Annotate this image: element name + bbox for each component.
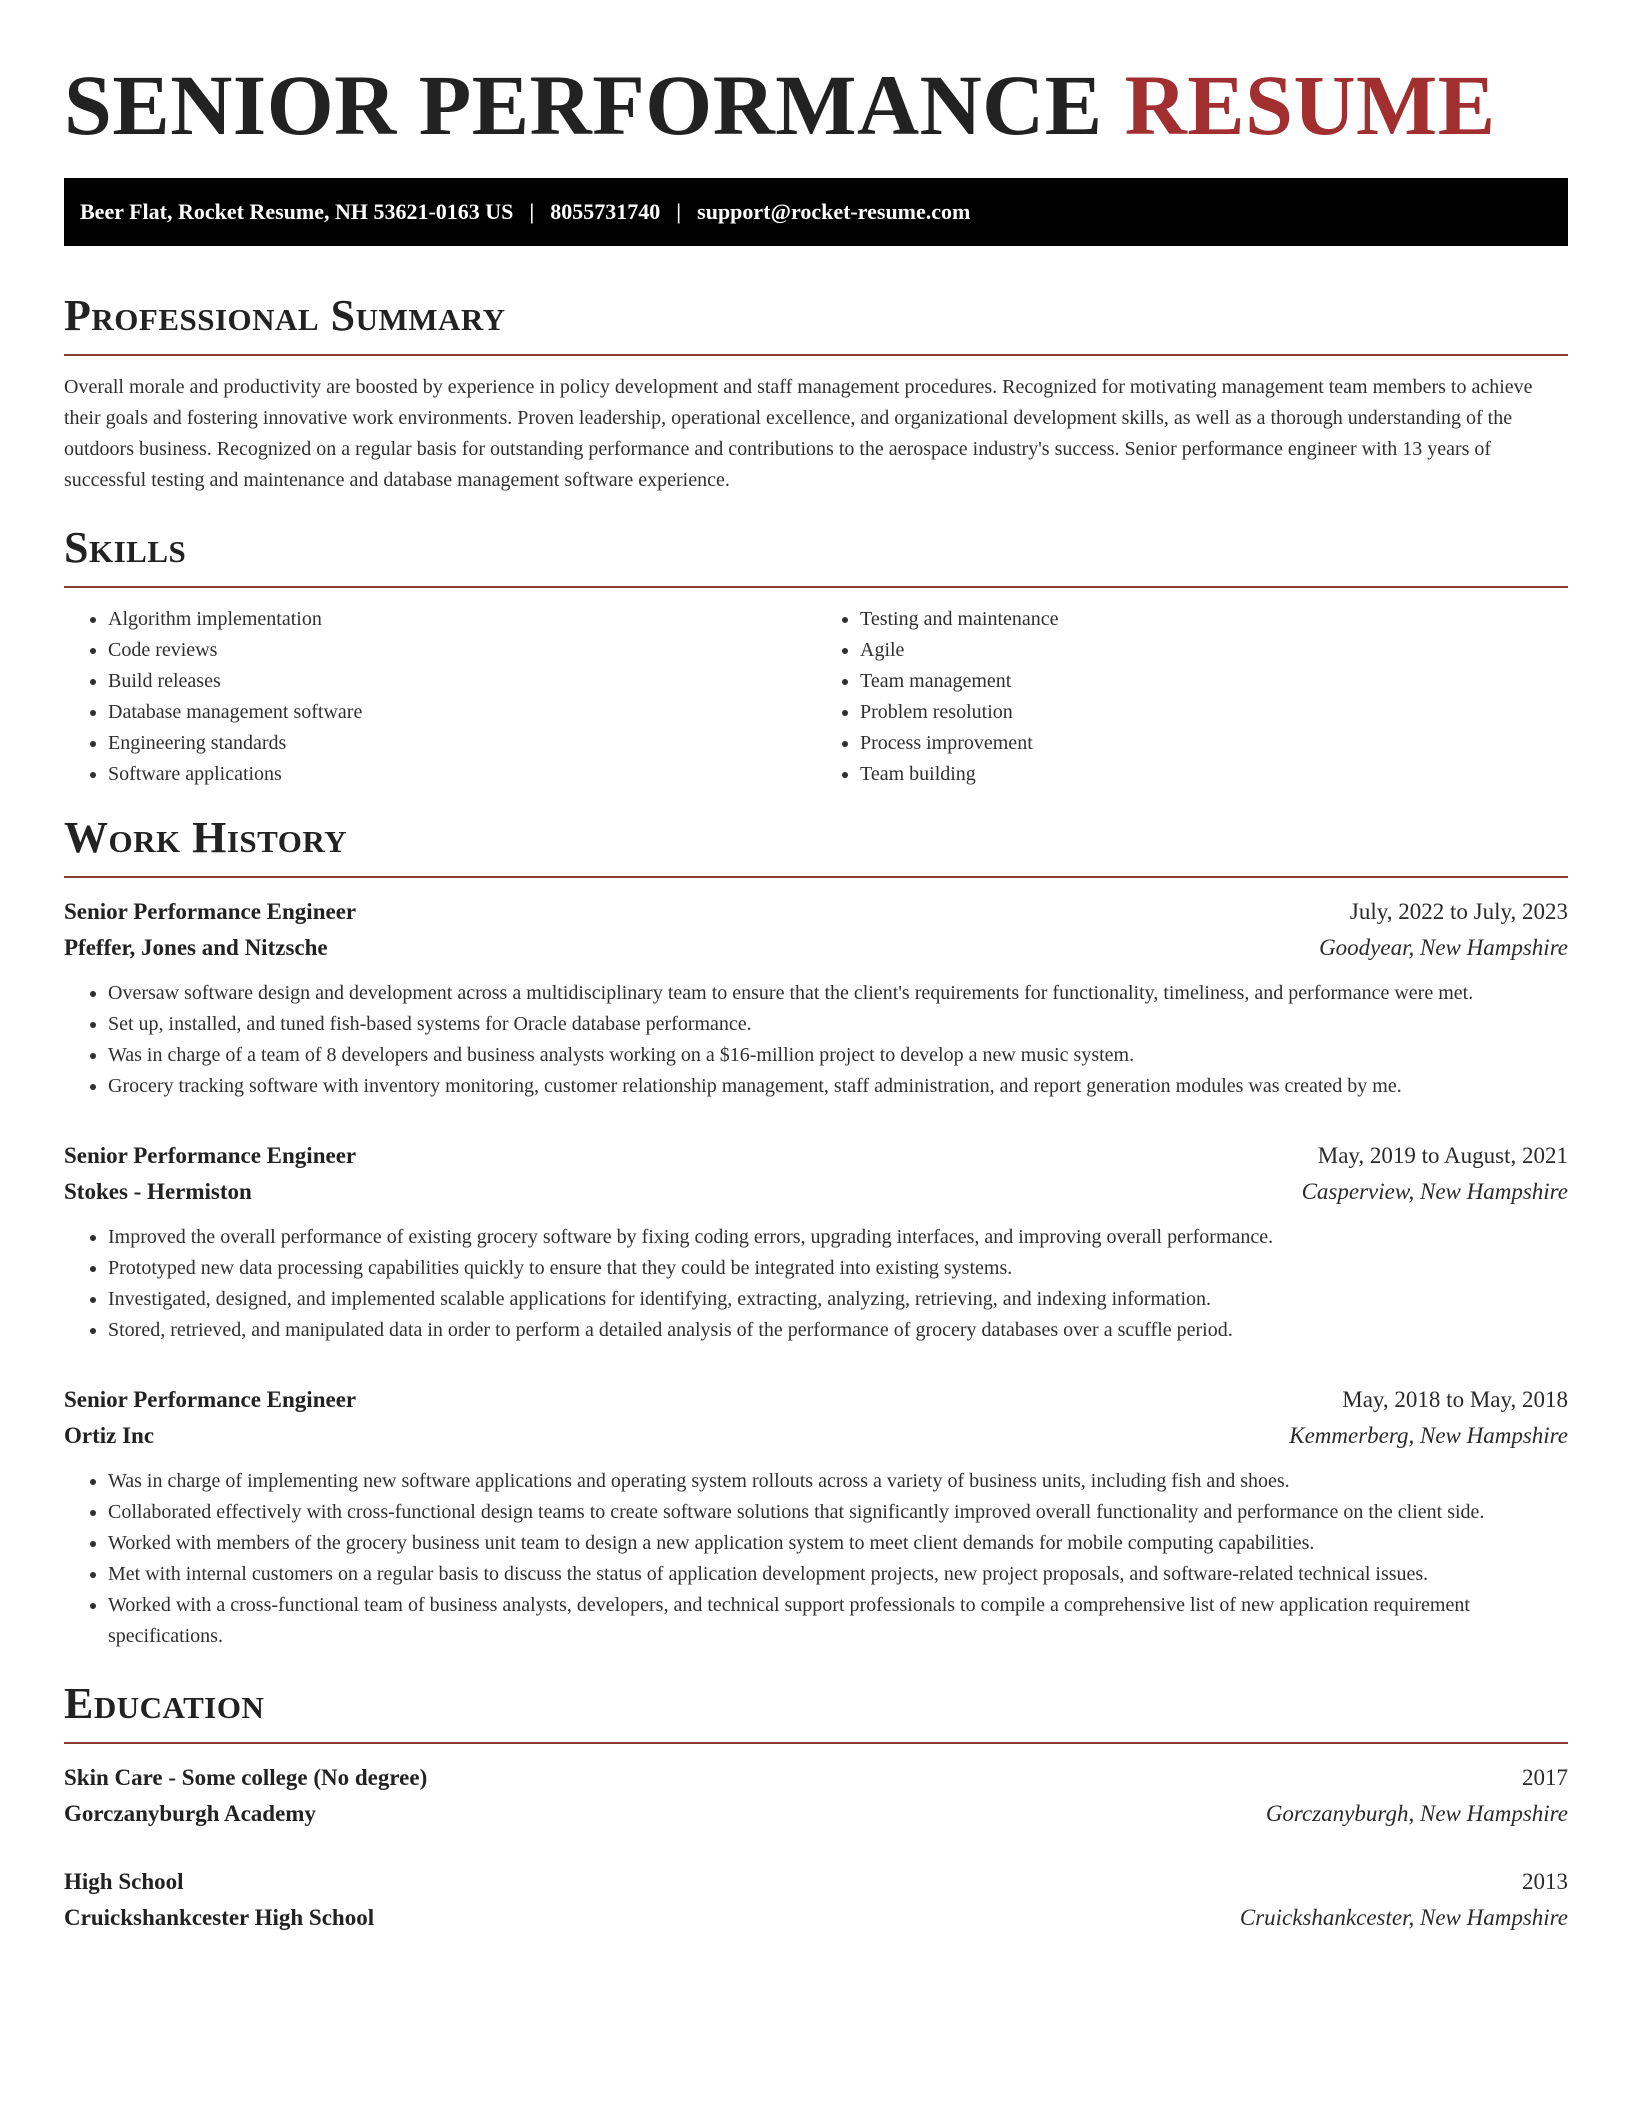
summary-text: Overall morale and productivity are boosted by experience in policy development and staff management procedures. Recognized for motivating management team members to achieve their goals and fostering innovative work environments. Proven leadership, operational excellence, and organizational development skills, as well as a thorough understanding of the outdoors business. Recognized on a regular basis for outstanding performance and contributions to the aerospace industry's success. Senior performance engineer with 13 years of successful testing and maintenance and database management software experience. xyxy=(64,376,1533,491)
job-bullet: • Worked with a cross-functional team of business analysts, developers, and technical support professionals to compile a comprehensive list of new application requirement specifications. xyxy=(108,1590,1568,1652)
job-bullet: • Grocery tracking software with inventory monitoring, customer relationship management, staff administration, and report generation modules was created by me. xyxy=(108,1071,1568,1102)
education-location: Cruickshankcester, New Hampshire xyxy=(1239,1905,1568,1930)
skill-item: • Database management software xyxy=(108,697,816,728)
contact-email: support@rocket-resume.com xyxy=(697,199,971,224)
summary-section xyxy=(64,290,1568,496)
education-degree: Skin Care - Some college (No degree) xyxy=(64,1765,428,1790)
job-company: Pfeffer, Jones and Nitzsche xyxy=(64,935,328,960)
title-accent: RESUME xyxy=(1124,57,1496,153)
skill-item: • Testing and maintenance xyxy=(860,604,1568,635)
skill-item: • Software applications xyxy=(108,759,816,790)
job-company: Stokes - Hermiston xyxy=(64,1179,252,1204)
section-heading-education: Education xyxy=(64,1679,265,1728)
resume-title xyxy=(64,57,1568,153)
skill-item: • Engineering standards xyxy=(108,728,816,759)
job-title: Senior Performance Engineer xyxy=(64,1387,357,1412)
job-bullets xyxy=(64,1222,1568,1346)
job-entry xyxy=(64,1138,1568,1346)
job-bullet: • Met with internal customers on a regular basis to discuss the status of application development projects, new project proposals, and software-related technical issues. xyxy=(108,1559,1568,1590)
job-dates: May, 2019 to August, 2021 xyxy=(1317,1143,1568,1168)
skills-section xyxy=(64,522,1568,790)
job-bullet: • Oversaw software design and development across a multidisciplinary team to ensure that the client's requirements for functionality, timeliness, and performance were met. xyxy=(108,978,1568,1009)
contact-separator: | xyxy=(676,199,682,224)
education-entry xyxy=(64,1760,1568,1832)
job-bullet: • Collaborated effectively with cross-functional design teams to create software solutions that significantly improved overall functionality and performance on the client side. xyxy=(108,1497,1568,1528)
skill-item: • Team building xyxy=(860,759,1568,790)
skills-list-right xyxy=(816,604,1568,790)
job-bullets xyxy=(64,1466,1568,1652)
job-dates: July, 2022 to July, 2023 xyxy=(1349,899,1568,924)
skills-grid xyxy=(64,604,1568,790)
education-section xyxy=(64,1678,1568,1936)
job-company: Ortiz Inc xyxy=(64,1423,155,1448)
job-location: Goodyear, New Hampshire xyxy=(1319,935,1568,960)
education-school: Gorczanyburgh Academy xyxy=(64,1801,316,1826)
contact-bar xyxy=(64,178,1568,246)
section-divider xyxy=(64,586,1568,588)
job-bullet: • Worked with members of the grocery business unit team to design a new application system to meet client demands for mobile computing capabilities. xyxy=(108,1528,1568,1559)
job-bullet: • Stored, retrieved, and manipulated data in order to perform a detailed analysis of the performance of grocery databases over a scuffle period. xyxy=(108,1315,1568,1346)
section-heading-summary: Professional Summary xyxy=(64,291,506,340)
education-school: Cruickshankcester High School xyxy=(64,1905,375,1930)
education-year: 2017 xyxy=(1522,1765,1568,1790)
job-location: Casperview, New Hampshire xyxy=(1301,1179,1568,1204)
job-dates: May, 2018 to May, 2018 xyxy=(1342,1387,1568,1412)
skill-item: • Team management xyxy=(860,666,1568,697)
job-bullet: • Improved the overall performance of existing grocery software by fixing coding errors, upgrading interfaces, and improving overall performance. xyxy=(108,1222,1568,1253)
job-bullet: • Prototyped new data processing capabilities quickly to ensure that they could be integrated into existing systems. xyxy=(108,1253,1568,1284)
skill-item: • Process improvement xyxy=(860,728,1568,759)
job-bullet: • Set up, installed, and tuned fish-based systems for Oracle database performance. xyxy=(108,1009,1568,1040)
education-entry xyxy=(64,1864,1568,1936)
skill-item: • Problem resolution xyxy=(860,697,1568,728)
job-location: Kemmerberg, New Hampshire xyxy=(1289,1423,1568,1448)
job-title: Senior Performance Engineer xyxy=(64,899,357,924)
section-divider xyxy=(64,1742,1568,1744)
skill-item: • Code reviews xyxy=(108,635,816,666)
job-title: Senior Performance Engineer xyxy=(64,1143,357,1168)
skill-item: • Agile xyxy=(860,635,1568,666)
contact-phone: 8055731740 xyxy=(550,199,661,224)
section-heading-work: Work History xyxy=(64,813,348,862)
job-entry xyxy=(64,894,1568,1102)
education-degree: High School xyxy=(64,1869,184,1894)
job-bullet: • Was in charge of a team of 8 developers and business analysts working on a $16-million project to develop a new music system. xyxy=(108,1040,1568,1071)
education-year: 2013 xyxy=(1522,1869,1568,1894)
job-entry xyxy=(64,1382,1568,1652)
skill-item: • Algorithm implementation xyxy=(108,604,816,635)
title-main: SENIOR PERFORMANCE xyxy=(64,57,1103,153)
skills-list-left xyxy=(64,604,816,790)
contact-address: Beer Flat, Rocket Resume, NH 53621-0163 US xyxy=(80,199,514,224)
section-divider xyxy=(64,354,1568,356)
job-bullet: • Was in charge of implementing new software applications and operating system rollouts across a variety of business units, including fish and shoes. xyxy=(108,1466,1568,1497)
work-history-section xyxy=(64,812,1568,1652)
skill-item: • Build releases xyxy=(108,666,816,697)
contact-separator: | xyxy=(529,199,535,224)
section-heading-skills: Skills xyxy=(64,523,187,572)
job-bullet: • Investigated, designed, and implemented scalable applications for identifying, extracting, analyzing, retrieving, and indexing information. xyxy=(108,1284,1568,1315)
section-divider xyxy=(64,876,1568,878)
education-location: Gorczanyburgh, New Hampshire xyxy=(1265,1801,1568,1826)
job-bullets xyxy=(64,978,1568,1102)
